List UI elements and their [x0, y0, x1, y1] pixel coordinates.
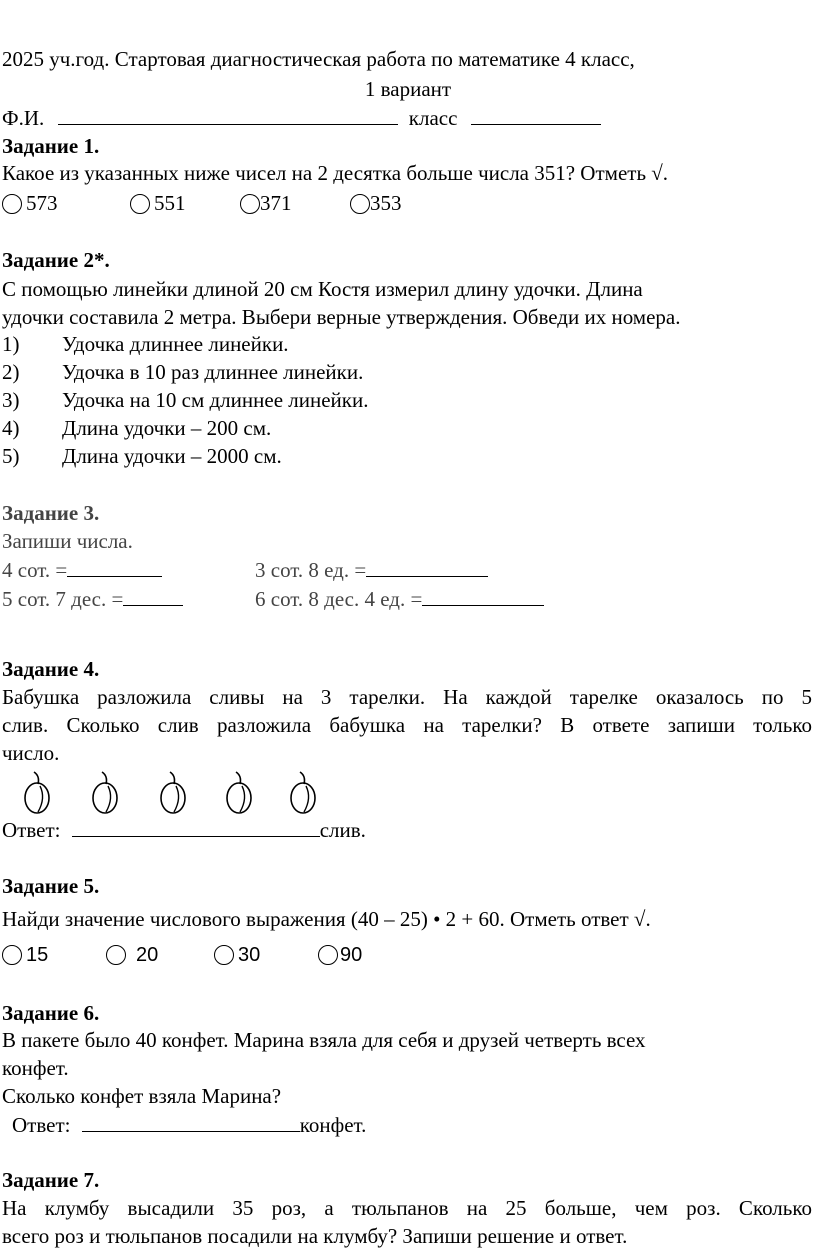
- task2-statement[interactable]: 1) Удочка длиннее линейки.: [2, 332, 289, 356]
- radio-circle-icon[interactable]: [2, 945, 22, 965]
- task4-text: слив. Сколько слив разложила бабушка на тарелки? В ответе запиши только: [2, 713, 812, 737]
- answer-label: Ответ:: [12, 1113, 71, 1137]
- answer-blank[interactable]: [366, 558, 488, 577]
- worksheet-title: 2025 уч.год. Стартовая диагностическая работа по математике 4 класс,: [2, 47, 635, 71]
- task2-text: удочки составила 2 метра. Выбери верные утверждения. Обведи их номера.: [2, 305, 681, 329]
- task4-answer-field[interactable]: [72, 818, 320, 837]
- task1-question: Какое из указанных ниже чисел на 2 десятка больше числа 351? Отметь √.: [2, 161, 669, 185]
- task6-question: Сколько конфет взяла Марина?: [2, 1084, 282, 1108]
- task5-heading: Задание 5.: [2, 874, 100, 898]
- variant-label: 1 вариант: [364, 77, 452, 101]
- answer-unit: слив.: [319, 818, 366, 842]
- plum-icon: [22, 770, 52, 814]
- task4-text: Бабушка разложила сливы на 3 тарелки. На каждой тарелке оказалось по 5: [2, 685, 812, 709]
- task2-statement[interactable]: 3) Удочка на 10 см длиннее линейки.: [2, 388, 369, 412]
- task1-option-2[interactable]: 551: [130, 190, 186, 216]
- task2-text: С помощью линейки длиной 20 см Костя измерил длину удочки. Длина: [2, 277, 643, 301]
- name-label: Ф.И.: [2, 106, 45, 130]
- task7-text: На клумбу высадили 35 роз, а тюльпанов на 25 больше, чем роз. Сколько: [2, 1196, 812, 1220]
- task2-statement[interactable]: 5) Длина удочки – 2000 см.: [2, 444, 282, 468]
- task4-text: число.: [2, 741, 60, 765]
- radio-circle-icon[interactable]: [130, 194, 150, 214]
- task7-heading: Задание 7.: [2, 1168, 100, 1192]
- task3-instruction: Запиши числа.: [2, 529, 133, 553]
- task3-item: 6 сот. 8 дес. 4 ед. =: [255, 586, 544, 612]
- task7-text: всего роз и тюльпанов посадили на клумбу? Запиши решение и ответ.: [2, 1224, 628, 1248]
- task2-statement[interactable]: 4) Длина удочки – 200 см.: [2, 416, 272, 440]
- task3-item: 5 сот. 7 дес. =: [2, 586, 183, 612]
- task6-heading: Задание 6.: [2, 1001, 100, 1025]
- task6-text: конфет.: [2, 1056, 69, 1080]
- task4-heading: Задание 4.: [2, 657, 100, 681]
- class-field[interactable]: [471, 106, 601, 125]
- task5-option-4[interactable]: 90: [318, 942, 362, 968]
- task6-answer-field[interactable]: [82, 1113, 300, 1132]
- task1-option-1[interactable]: 573: [2, 190, 58, 216]
- task2-heading: Задание 2*.: [2, 248, 110, 272]
- radio-circle-icon[interactable]: [318, 945, 338, 965]
- answer-label: Ответ:: [2, 818, 61, 842]
- task3-heading: Задание 3.: [2, 501, 100, 525]
- task5-option-2[interactable]: 20: [106, 942, 158, 968]
- task4-answer-row: [2, 817, 366, 843]
- class-label: класс: [408, 106, 458, 130]
- radio-circle-icon[interactable]: [350, 194, 370, 214]
- task1-option-3[interactable]: 371: [240, 190, 292, 216]
- task3-item: 3 сот. 8 ед. =: [255, 557, 488, 583]
- radio-circle-icon[interactable]: [240, 194, 260, 214]
- answer-blank[interactable]: [67, 558, 162, 577]
- task3-item: 4 сот. =: [2, 557, 162, 583]
- task1-option-4[interactable]: 353: [350, 190, 402, 216]
- task2-statement[interactable]: 2) Удочка в 10 раз длиннее линейки.: [2, 360, 364, 384]
- name-class-row: [2, 105, 601, 131]
- plum-icon: [288, 770, 318, 814]
- task5-option-1[interactable]: 15: [2, 942, 48, 968]
- radio-circle-icon[interactable]: [214, 945, 234, 965]
- task5-question: Найди значение числового выражения (40 – 25) • 2 + 60. Отметь ответ √.: [2, 907, 651, 931]
- answer-blank[interactable]: [422, 587, 544, 606]
- plum-icon: [90, 770, 120, 814]
- task5-option-3[interactable]: 30: [214, 942, 260, 968]
- task1-heading: Задание 1.: [2, 134, 100, 158]
- task6-text: В пакете было 40 конфет. Марина взяла для себя и друзей четверть всех: [2, 1028, 646, 1052]
- name-field[interactable]: [58, 106, 398, 125]
- plum-icon: [158, 770, 188, 814]
- radio-circle-icon[interactable]: [2, 194, 22, 214]
- answer-blank[interactable]: [123, 587, 183, 606]
- answer-unit: конфет.: [299, 1113, 367, 1137]
- task6-answer-row: [12, 1112, 366, 1138]
- radio-circle-icon[interactable]: [106, 945, 126, 965]
- plum-icon: [224, 770, 254, 814]
